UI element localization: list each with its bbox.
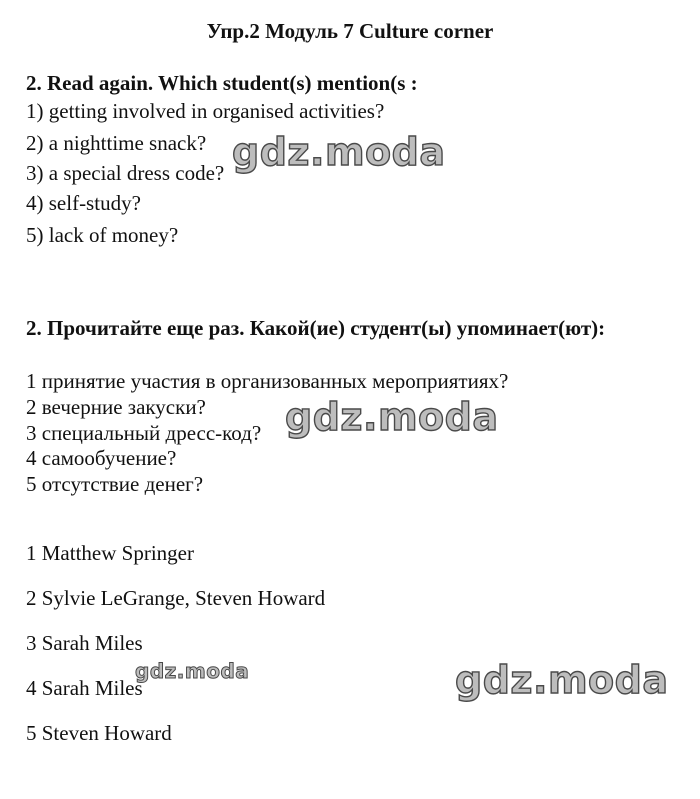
russian-item: 2 вечерние закуски? <box>26 395 206 419</box>
watermark-logo: gdz.moda <box>455 658 669 702</box>
watermark-logo: gdz.moda <box>285 395 499 439</box>
answer-line: 2 Sylvie LeGrange, Steven Howard <box>26 586 326 610</box>
english-item: 5) lack of money? <box>26 223 179 247</box>
english-item: 2) a nighttime snack? <box>26 131 207 155</box>
watermark-logo: gdz.moda <box>232 130 446 174</box>
answer-line: 5 Steven Howard <box>26 721 172 745</box>
russian-heading: 2. Прочитайте еще раз. Какой(ие) студент(ы) упоминает(ют): <box>26 316 606 340</box>
english-item: 1) getting involved in organised activities? <box>26 99 385 123</box>
watermark-logo: gdz.moda <box>135 659 250 683</box>
russian-item: 5 отсутствие денег? <box>26 472 204 496</box>
russian-item: 4 самообучение? <box>26 446 177 470</box>
english-item: 3) a special dress code? <box>26 161 225 185</box>
english-heading: 2. Read again. Which student(s) mention(s : <box>26 71 418 95</box>
answer-line: 3 Sarah Miles <box>26 631 143 655</box>
page-title: Упр.2 Модуль 7 Culture corner <box>206 19 494 43</box>
russian-item: 3 специальный дресс-код? <box>26 421 262 445</box>
answer-line: 4 Sarah Miles <box>26 676 143 700</box>
russian-item: 1 принятие участия в организованных мероприятиях? <box>26 369 509 393</box>
english-item: 4) self-study? <box>26 191 141 215</box>
answer-line: 1 Matthew Springer <box>26 541 194 565</box>
